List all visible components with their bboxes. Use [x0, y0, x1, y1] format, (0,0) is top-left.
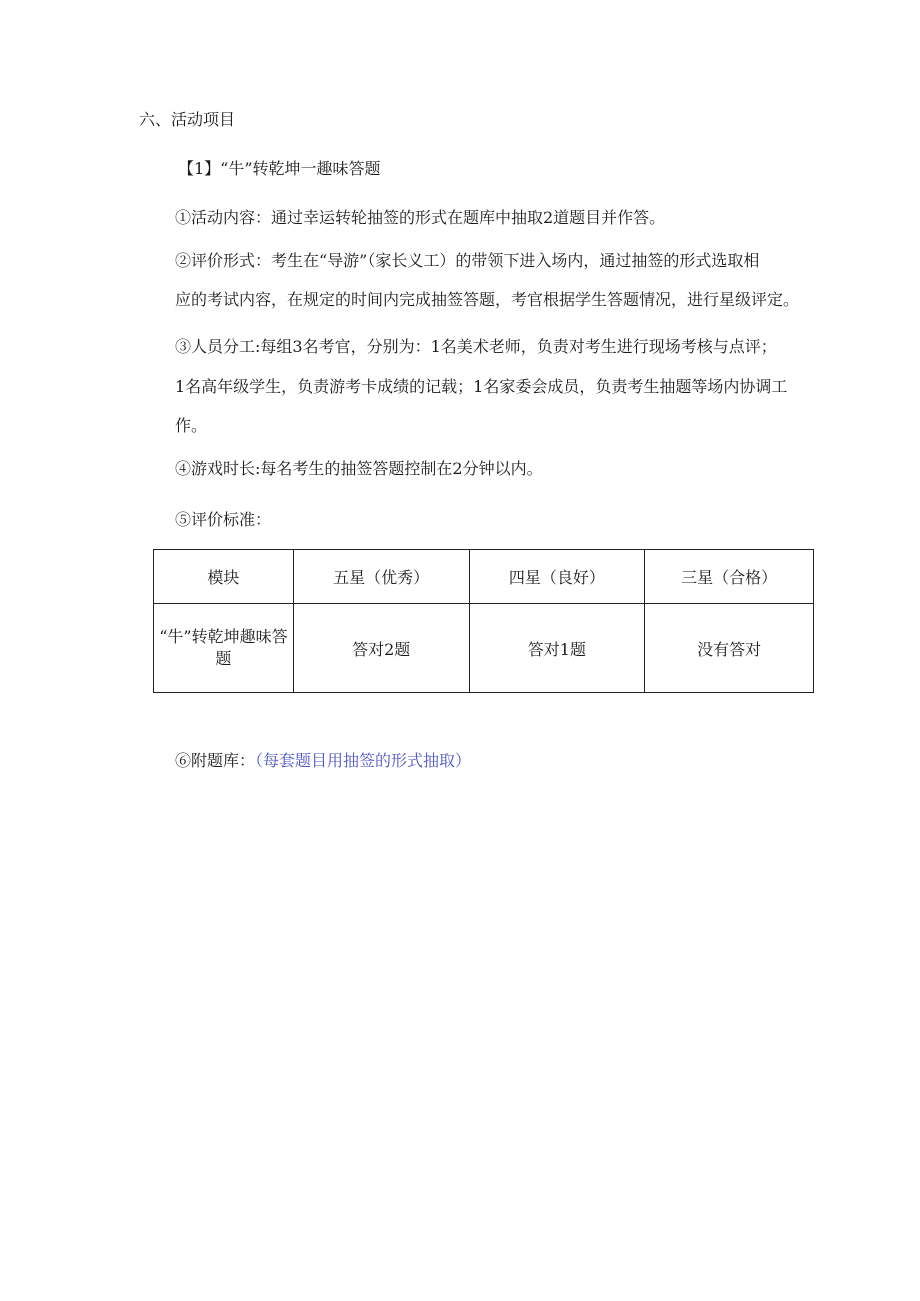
table-header-row	[154, 550, 814, 604]
evaluation-criteria-label: ⑤评价标准：	[175, 510, 272, 529]
appendix-line	[175, 751, 471, 771]
activity-content: ①活动内容：通过幸运转轮抽签的形式在题库中抽取2道题目并作答。	[175, 208, 666, 227]
header-five-star: 五星（优秀）	[293, 550, 469, 604]
table-row	[154, 604, 814, 693]
staffing-line-3: 作。	[175, 416, 208, 435]
cell-four-star: 答对1题	[469, 604, 645, 693]
evaluation-form-line-2: 应的考试内容，在规定的时间内完成抽签答题，考官根据学生答题情况，进行星级评定。	[175, 290, 800, 309]
appendix-label: ⑥附题库：	[175, 751, 256, 770]
header-three-star: 三星（合格）	[645, 550, 814, 604]
header-module: 模块	[154, 550, 294, 604]
cell-five-star: 答对2题	[293, 604, 469, 693]
game-duration: ④游戏时长:每名考生的抽签答题控制在2分钟以内。	[175, 459, 543, 478]
cell-three-star: 没有答对	[645, 604, 814, 693]
header-four-star: 四星（良好）	[469, 550, 645, 604]
activity-title: 【1】“牛”转乾坤一趣味答题	[178, 159, 381, 178]
evaluation-table	[153, 549, 814, 693]
staffing-line-2: 1名高年级学生，负责游考卡成绩的记载；1名家委会成员，负责考生抽题等场内协调工	[175, 377, 788, 396]
section-heading: 六、活动项目	[139, 110, 236, 129]
evaluation-form-line-1: ②评价形式：考生在“导游”（家长义工）的带领下进入场内，通过抽签的形式选取相	[175, 251, 760, 270]
cell-module: “牛”转乾坤趣味答题	[154, 604, 294, 693]
staffing-line-1: ③人员分工:每组3名考官，分别为：1名美术老师，负责对考生进行现场考核与点评；	[175, 337, 777, 356]
appendix-note: （每套题目用抽签的形式抽取）	[255, 751, 472, 770]
